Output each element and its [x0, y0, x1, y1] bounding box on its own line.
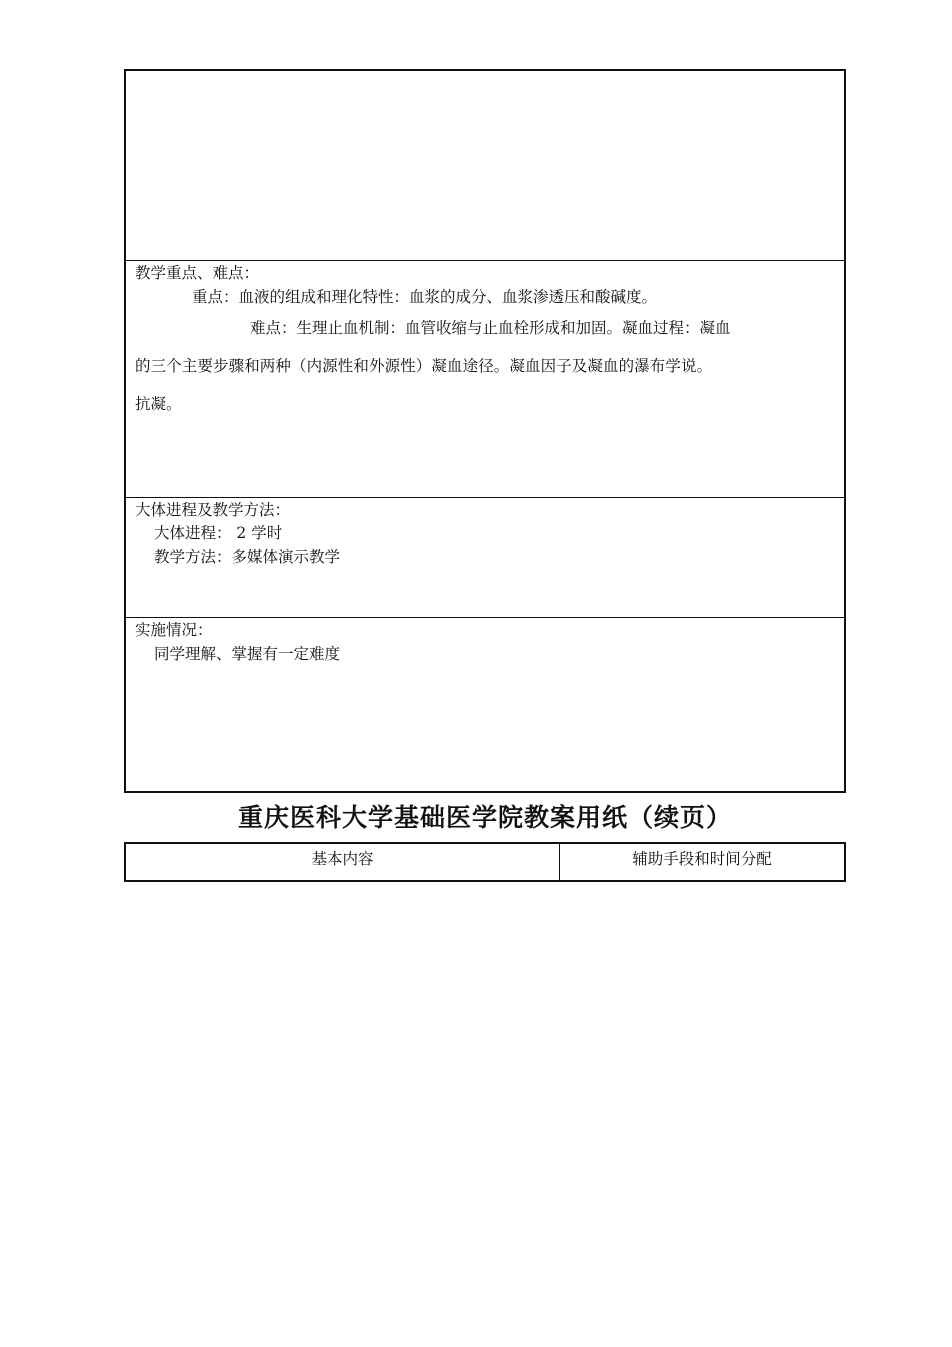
implementation-text: 同学理解、掌握有一定难度 [154, 645, 341, 663]
lesson-plan-table [124, 69, 846, 793]
aids-and-time-header: 辅助手段和时间分配 [632, 850, 772, 868]
continuation-page-title: 重庆医科大学基础医学院教案用纸（续页） [237, 803, 732, 832]
implementation-section [126, 617, 844, 793]
process-section [126, 497, 844, 617]
basic-content-header: 基本内容 [126, 844, 560, 880]
empty-top-cell [126, 71, 844, 260]
key-points-heading: 教学重点、难点： [135, 264, 260, 282]
focus-line: 重点：血液的组成和理化特性：血浆的成分、血浆渗透压和酸碱度。 [192, 288, 658, 306]
method-line: 教学方法：多媒体演示教学 [154, 548, 341, 566]
difficulty-line-1: 难点：生理止血机制：血管收缩与止血栓形成和加固。凝血过程：凝血 [250, 319, 731, 337]
implementation-heading: 实施情况： [135, 621, 213, 639]
difficulty-line-3: 抗凝。 [135, 395, 182, 413]
key-points-section [126, 260, 844, 497]
continuation-header-table [124, 842, 846, 882]
process-heading: 大体进程及教学方法： [135, 501, 291, 519]
progress-line: 大体进程： 2 学时 [154, 524, 283, 542]
difficulty-line-2: 的三个主要步骤和两种（内源性和外源性）凝血途径。凝血因子及凝血的瀑布学说。 [135, 357, 713, 375]
